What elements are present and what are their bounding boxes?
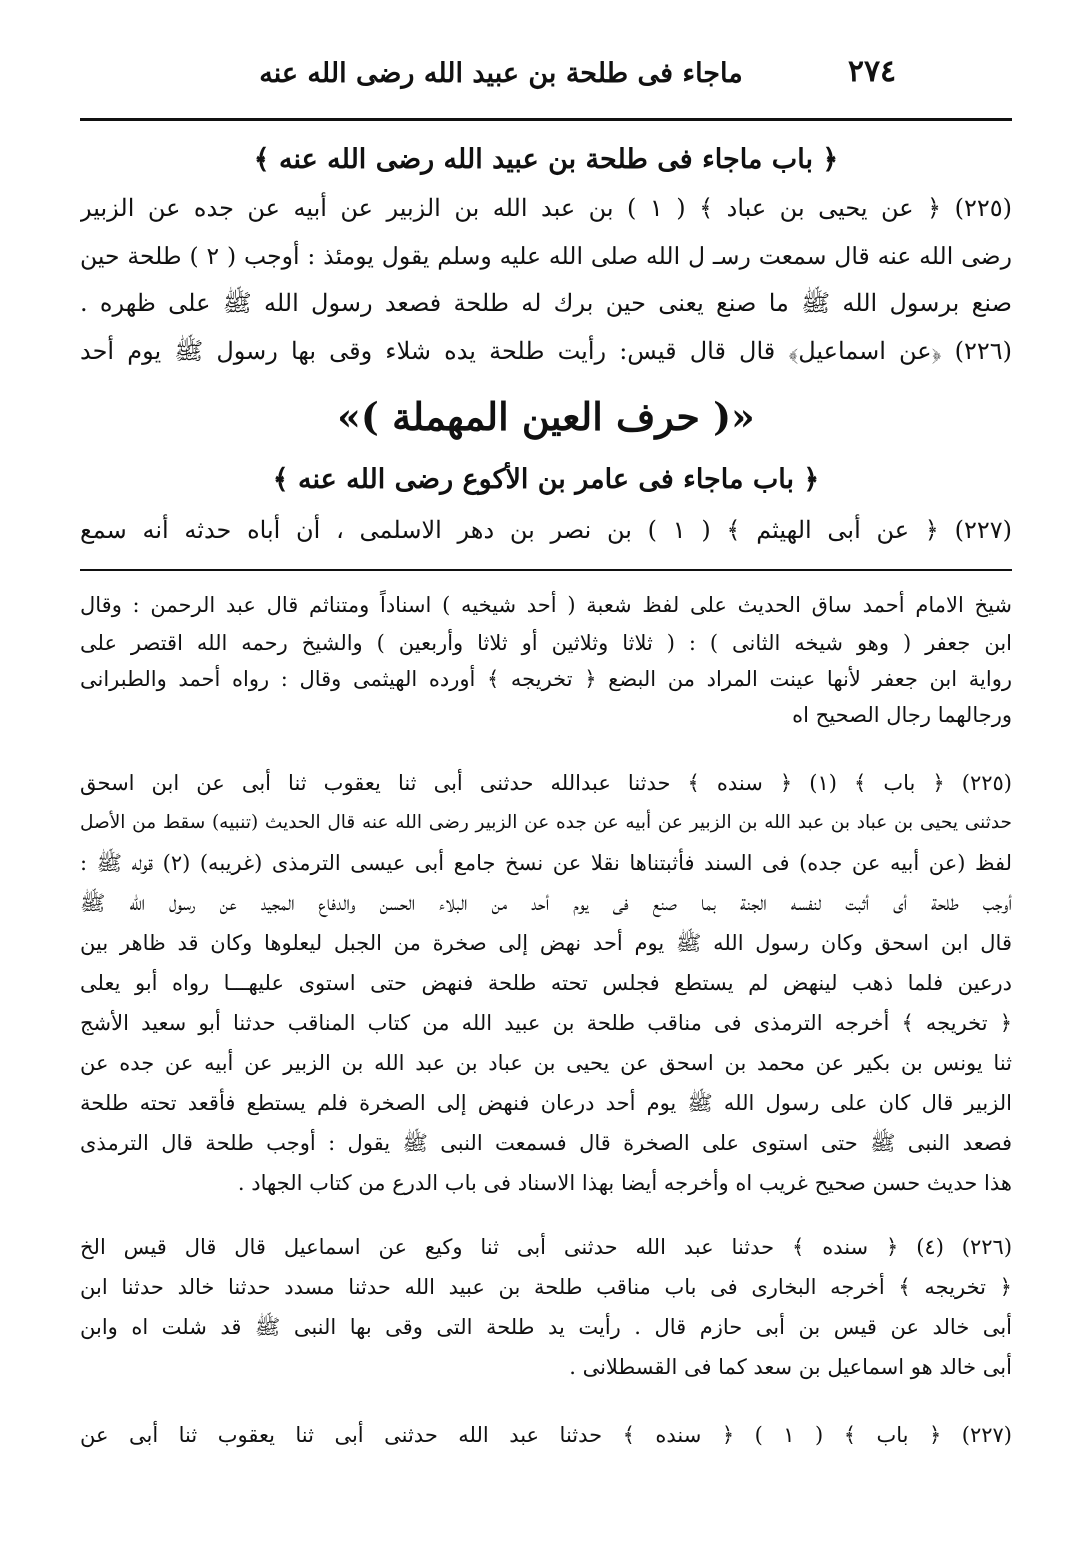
footnote-line: أبى خالد عن قيس بن أبى حازم قال . رأيت يد طلحة التى وقى بها النبى ﷺ قد شلت اه وابن (80, 1315, 1012, 1339)
footnote-line: فصعد النبى ﷺ حتى استوى على الصخرة قال فسمعت النبى ﷺ يقول : أوجب طلحة قال الترمذى (80, 1131, 1012, 1155)
footnote-line: ﴿ تخريجه ﴾ أخرجه الترمذى فى مناقب طلحة بن عبيد الله من كتاب المناقب حدثنا أبو سعيد الأشج (80, 1011, 1012, 1035)
footnote-line: (٢٢٦) (٤) ﴿ سنده ﴾ حدثنا عبد الله حدثنى أبى ثنا وكيع عن اسماعيل قال قال قيس الخ (80, 1235, 1012, 1259)
footnote-line: لفظ (عن أبيه عن جده) فى السند فأثبتناها نقلا عن نسخ جامع أبى عيسى الترمذى (غريبه) (٢) قوله ﷺ : (80, 851, 1012, 875)
main-text-line: صنع برسول الله ﷺ ما صنع يعنى حين برك له طلحة فصعد رسول الله ﷺ على ظهره . (80, 289, 1012, 317)
main-text-line: (٢٢٦) ﴿عن اسماعيل﴾ قال قال قيس: رأيت طلحة يده شلاء وقى بها رسول ﷺ يوم أحد (80, 337, 1012, 365)
footnote-line: قال ابن اسحق وكان رسول الله ﷺ يوم أحد نهض إلى صخرة من الجبل ليعلوها وكان قد ظاهر بين (80, 931, 1012, 955)
footnote-line: (٢٢٥) ﴿ باب ﴾ (١) ﴿ سنده ﴾ حدثنا عبدالله حدثنى أبى ثنا يعقوب ثنا أبى عن ابن اسحق (80, 771, 1012, 795)
section-heading: ﴿ باب ماجاء فى طلحة بن عبيد الله رضى الله عنه ﴾ (253, 144, 839, 175)
footnote-line: أبى خالد هو اسماعيل بن سعد كما فى القسطلانى . (569, 1355, 1012, 1379)
main-text-line: (٢٢٧) ﴿ عن أبى الهيثم ﴾ ( ١ ) بن نصر بن دهر الاسلمى ، أن أباه حدثه أنه سمع (80, 516, 1012, 544)
footnote-line: درعين فلما ذهب لينهض لم يستطع فجلس تحته طلحة فنهض حتى استوى عليهـــا رواه أبو يعلى (80, 971, 1012, 995)
main-text-line: (٢٢٥) ﴿ عن يحيى بن عباد ﴾ ( ١ ) بن عبد الله بن الزبير عن أبيه عن جده عن الزبير (80, 194, 1012, 222)
footnote-line: ابن جعفر ( وهو شيخه الثانى ) : ( ثلاثا وثلاثين أو ثلاثا وأربعين ) والشيخ رحمه الله اقتصر على (80, 631, 1012, 655)
footnote-line: أوجب طلحة أى أثبت لنفسه الجنة بما صنع فى يوم أحد من البلاء الحسن والدفاع المجيد عن رسول الله ﷺ (80, 891, 1012, 915)
footnote-line: شيخ الامام أحمد ساق الحديث على لفظ شعبة ( أحد شيخيه ) اسناداً ومتناثم قال عبد الرحمن : وقال (80, 593, 1012, 617)
chapter-heading: «( حرف العين المهملة )» (337, 394, 755, 439)
footnote-line: هذا حديث حسن صحيح غريب اه وأخرجه أيضا بهذا الاسناد فى باب الدرع من كتاب الجهاد . (237, 1171, 1012, 1195)
main-text-line: رضى الله عنه قال سمعت رسـ ل الله صلى الله عليه وسلم يقول يومئذ : أوجب ( ٢ ) طلحة حين (80, 242, 1012, 270)
header-rule (80, 118, 1012, 121)
footnote-line: (٢٢٧) ﴿ باب ﴾ ( ١ ) ﴿ سنده ﴾ حدثنا عبد الله حدثنى أبى ثنا يعقوب ثنا أبى عن (80, 1423, 1012, 1447)
running-header: ماجاء فى طلحة بن عبيد الله رضى الله عنه (259, 58, 743, 89)
section-heading: ﴿ باب ماجاء فى عامر بن الأكوع رضى الله عنه ﴾ (272, 464, 820, 495)
footnote-line: ورجالهما رجال الصحيح اه (792, 703, 1012, 727)
footnote-line: رواية ابن جعفر لأنها عينت المراد من البضع ﴿ تخريجه ﴾ أورده الهيثمى وقال : رواه أحمد والطبرانى (80, 667, 1012, 691)
footnote-rule (80, 569, 1012, 571)
footnote-line: ﴿ تخريجه ﴾ أخرجه البخارى فى باب مناقب طلحة بن عبيد الله حدثنا مسدد حدثنا خالد حدثنا ابن (80, 1275, 1012, 1299)
page-number: ٢٧٤ (847, 54, 897, 89)
footnote-line: ثنا يونس بن بكير عن محمد بن اسحق عن يحيى بن عباد بن عبد الله بن الزبير عن أبيه عن جده عن (80, 1051, 1012, 1075)
footnote-line: الزبير قال كان على رسول الله ﷺ يوم أحد درعان فنهض إلى الصخرة فلم يستطع فأقعد تحته طلحة (80, 1091, 1012, 1115)
footnote-line: حدثنى يحيى بن عباد بن عبد الله بن الزبير عن أبيه عن جده عن الزبير رضى الله عنه قال الحديث (تنبيه) سقط من الأصل (80, 812, 1012, 833)
